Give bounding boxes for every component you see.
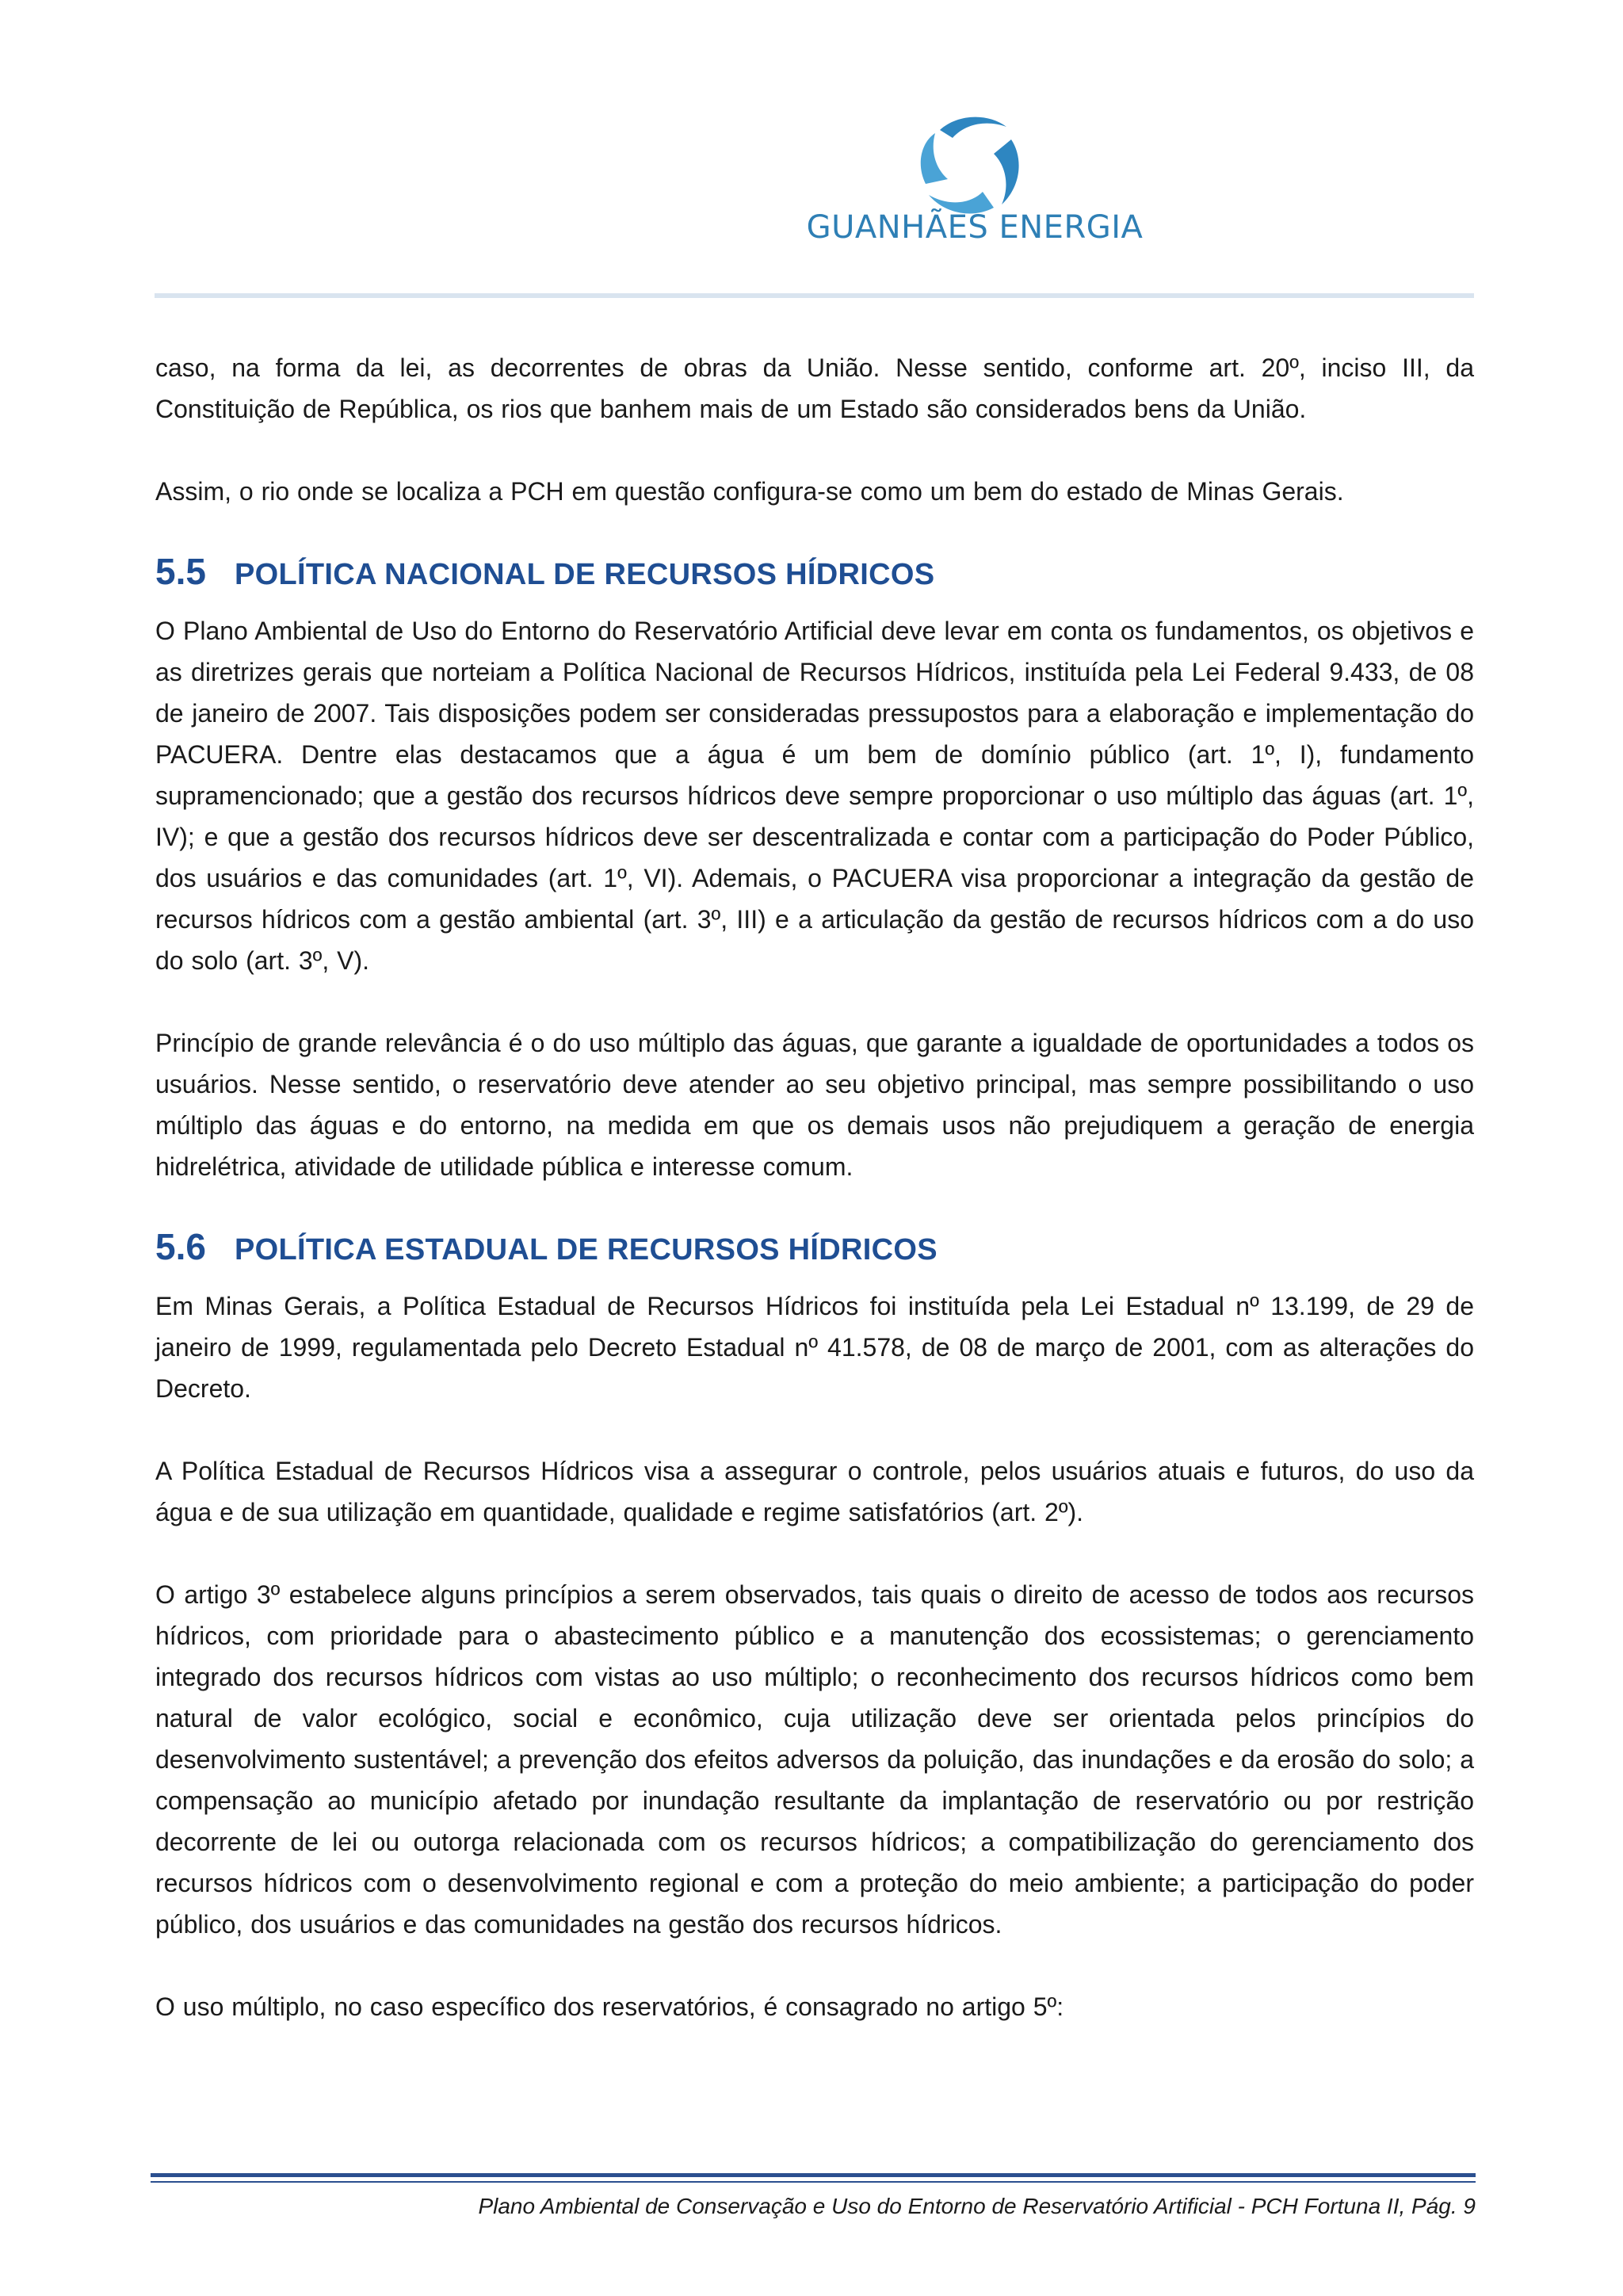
section-title: POLÍTICA ESTADUAL DE RECURSOS HÍDRICOS [235, 1233, 938, 1266]
logo-text: GUANHÃES ENERGIA [806, 209, 1144, 246]
footer-divider [151, 2173, 1476, 2177]
page-footer: Plano Ambiental de Conservação e Uso do Entorno de Reservatório Artificial - PCH Fortuna II, Pág. 9 [478, 2194, 1476, 2218]
paragraph-1: caso, na forma da lei, as decorrentes de obras da União. Nesse sentido, conforme art. 20º, inciso III, da Constituição de República, os rios que banhem mais de um Estado são considerados bens da União. [155, 353, 1474, 423]
paragraph-3: O Plano Ambiental de Uso do Entorno do Reservatório Artificial deve levar em conta os fundamentos, os objetivos e as diretrizes gerais que norteiam a Política Nacional de Recursos Hídricos, instituída pela Lei Federal 9.433, de 08 de janeiro de 2007. Tais disposições podem ser consideradas pressupostos para a elaboração e implementação do PACUERA. Dentre elas destacamos que a água é um bem de domínio público (art. 1º, I), fundamento supramencionado; que a gestão dos recursos hídricos deve sempre proporcionar o uso múltiplo das águas (art. 1º, IV); e que a gestão dos recursos hídricos deve ser descentralizada e contar com a participação do Poder Público, dos usuários e das comunidades (art. 1º, VI). Ademais, o PACUERA visa proporcionar a integração da gestão de recursos hídricos com a gestão ambiental (art. 3º, III) e a articulação da gestão de recursos hídricos com a do uso do solo (art. 3º, V). [155, 617, 1474, 975]
paragraph-8: O uso múltiplo, no caso específico dos reservatórios, é consagrado no artigo 5º: [155, 1992, 1064, 2021]
paragraph-7: O artigo 3º estabelece alguns princípios a serem observados, tais quais o direito de acesso de todos aos recursos hídricos, com prioridade para o abastecimento público e a manutenção dos ecossistemas; o gerenciamento integrado dos recursos hídricos com vistas ao uso múltiplo; o reconhecimento dos recursos hídricos como bem natural de valor ecológico, social e econômico, cuja utilização deve ser orientada pelos princípios do desenvolvimento sustentável; a prevenção dos efeitos adversos da poluição, das inundações e da erosão do solo; a compensação ao município afetado por inundação resultante da implantação de reservatório ou por restrição decorrente de lei ou outorga relacionada com os recursos hídricos; a compatibilização do gerenciamento dos recursos hídricos com o desenvolvimento regional e com a proteção do meio ambiente; a participação do poder público, dos usuários e das comunidades na gestão dos recursos hídricos. [155, 1580, 1474, 1939]
swirl-logo-icon [918, 111, 1025, 219]
header-divider [155, 293, 1474, 298]
section-number: 5.6 [155, 1226, 206, 1267]
section-title: POLÍTICA NACIONAL DE RECURSOS HÍDRICOS [235, 558, 935, 591]
footer-divider-thin [151, 2181, 1476, 2183]
page-header [0, 0, 1623, 301]
section-heading-5-5 [155, 550, 1474, 593]
paragraph-4: Princípio de grande relevância é o do uso múltiplo das águas, que garante a igualdade de oportunidades a todos os usuários. Nesse sentido, o reservatório deve atender ao seu objetivo principal, mas sempre possibilitando o uso múltiplo das águas e do entorno, na medida em que os demais usos não prejudiquem a geração de energia hidrelétrica, atividade de utilidade pública e interesse comum. [155, 1029, 1474, 1181]
section-heading-5-6 [155, 1225, 1474, 1268]
paragraph-5: Em Minas Gerais, a Política Estadual de Recursos Hídricos foi instituída pela Lei Estadual nº 13.199, de 29 de janeiro de 1999, regulamentada pelo Decreto Estadual nº 41.578, de 08 de março de 2001, com as alterações do Decreto. [155, 1292, 1474, 1403]
document-body [155, 347, 1474, 2027]
section-number: 5.5 [155, 551, 206, 592]
paragraph-2: Assim, o rio onde se localiza a PCH em questão configura-se como um bem do estado de Minas Gerais. [155, 477, 1344, 506]
company-logo [800, 103, 1149, 254]
paragraph-6: A Política Estadual de Recursos Hídricos visa a assegurar o controle, pelos usuários atuais e futuros, do uso da água e de sua utilização em quantidade, qualidade e regime satisfatórios (art. 2º). [155, 1457, 1474, 1526]
